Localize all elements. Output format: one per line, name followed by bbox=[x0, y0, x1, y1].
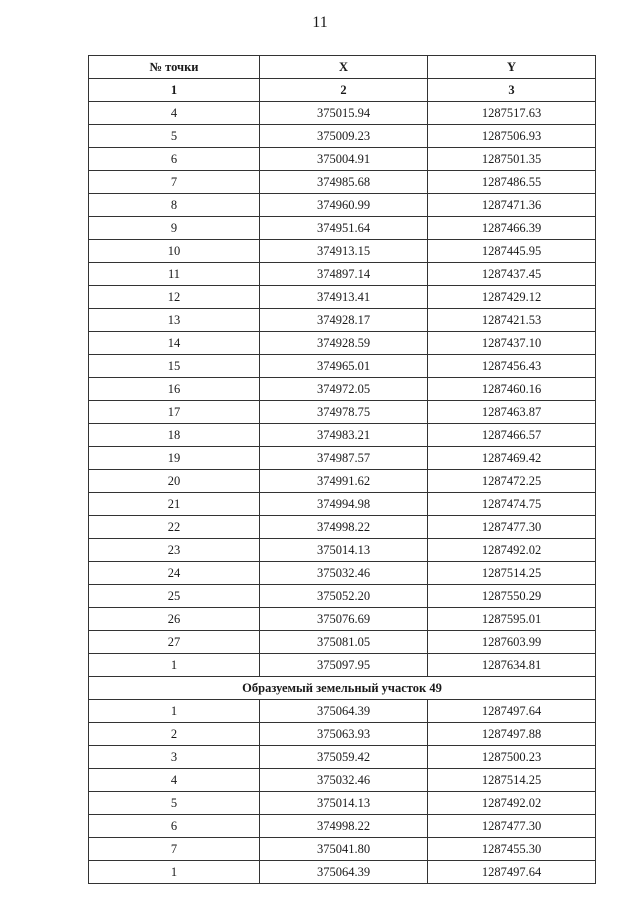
point-number-cell: 15 bbox=[89, 355, 260, 378]
x-cell: 375014.13 bbox=[260, 792, 428, 815]
x-cell: 374928.59 bbox=[260, 332, 428, 355]
y-cell: 1287429.12 bbox=[428, 286, 596, 309]
x-cell: 374994.98 bbox=[260, 493, 428, 516]
table-row bbox=[89, 355, 596, 378]
y-cell: 1287497.64 bbox=[428, 700, 596, 723]
column-index-1: 1 bbox=[89, 79, 260, 102]
x-cell: 375076.69 bbox=[260, 608, 428, 631]
y-cell: 1287501.35 bbox=[428, 148, 596, 171]
x-cell: 375004.91 bbox=[260, 148, 428, 171]
column-index-row bbox=[89, 79, 596, 102]
y-cell: 1287550.29 bbox=[428, 585, 596, 608]
table-row bbox=[89, 815, 596, 838]
point-number-cell: 4 bbox=[89, 769, 260, 792]
point-number-cell: 4 bbox=[89, 102, 260, 125]
y-cell: 1287421.53 bbox=[428, 309, 596, 332]
x-cell: 374972.05 bbox=[260, 378, 428, 401]
y-cell: 1287603.99 bbox=[428, 631, 596, 654]
y-cell: 1287460.16 bbox=[428, 378, 596, 401]
y-cell: 1287466.39 bbox=[428, 217, 596, 240]
table-row bbox=[89, 861, 596, 884]
x-cell: 375014.13 bbox=[260, 539, 428, 562]
point-number-cell: 27 bbox=[89, 631, 260, 654]
table-row bbox=[89, 286, 596, 309]
x-cell: 374998.22 bbox=[260, 516, 428, 539]
point-number-cell: 16 bbox=[89, 378, 260, 401]
point-number-cell: 14 bbox=[89, 332, 260, 355]
column-index-3: 3 bbox=[428, 79, 596, 102]
point-number-cell: 6 bbox=[89, 815, 260, 838]
header-y: Y bbox=[428, 56, 596, 79]
x-cell: 375081.05 bbox=[260, 631, 428, 654]
point-number-cell: 22 bbox=[89, 516, 260, 539]
point-number-cell: 5 bbox=[89, 125, 260, 148]
table-row bbox=[89, 125, 596, 148]
group2-body bbox=[89, 700, 596, 884]
x-cell: 374965.01 bbox=[260, 355, 428, 378]
table-row bbox=[89, 654, 596, 677]
x-cell: 375009.23 bbox=[260, 125, 428, 148]
point-number-cell: 24 bbox=[89, 562, 260, 585]
table-row bbox=[89, 217, 596, 240]
x-cell: 375059.42 bbox=[260, 746, 428, 769]
y-cell: 1287497.64 bbox=[428, 861, 596, 884]
point-number-cell: 25 bbox=[89, 585, 260, 608]
point-number-cell: 9 bbox=[89, 217, 260, 240]
table-row bbox=[89, 263, 596, 286]
point-number-cell: 11 bbox=[89, 263, 260, 286]
table-row bbox=[89, 240, 596, 263]
y-cell: 1287437.10 bbox=[428, 332, 596, 355]
table-row bbox=[89, 700, 596, 723]
y-cell: 1287469.42 bbox=[428, 447, 596, 470]
y-cell: 1287463.87 bbox=[428, 401, 596, 424]
table-row bbox=[89, 769, 596, 792]
x-cell: 374985.68 bbox=[260, 171, 428, 194]
y-cell: 1287472.25 bbox=[428, 470, 596, 493]
x-cell: 374998.22 bbox=[260, 815, 428, 838]
y-cell: 1287506.93 bbox=[428, 125, 596, 148]
x-cell: 374960.99 bbox=[260, 194, 428, 217]
x-cell: 374913.15 bbox=[260, 240, 428, 263]
table-row bbox=[89, 585, 596, 608]
y-cell: 1287477.30 bbox=[428, 516, 596, 539]
x-cell: 374928.17 bbox=[260, 309, 428, 332]
point-number-cell: 6 bbox=[89, 148, 260, 171]
table-row bbox=[89, 493, 596, 516]
y-cell: 1287514.25 bbox=[428, 562, 596, 585]
page-number: 11 bbox=[312, 14, 328, 31]
point-number-cell: 2 bbox=[89, 723, 260, 746]
y-cell: 1287634.81 bbox=[428, 654, 596, 677]
table-row bbox=[89, 631, 596, 654]
x-cell: 374897.14 bbox=[260, 263, 428, 286]
point-number-cell: 21 bbox=[89, 493, 260, 516]
table-row bbox=[89, 424, 596, 447]
table-row bbox=[89, 562, 596, 585]
x-cell: 374991.62 bbox=[260, 470, 428, 493]
header-point-number: № точки bbox=[89, 56, 260, 79]
x-cell: 375052.20 bbox=[260, 585, 428, 608]
x-cell: 375097.95 bbox=[260, 654, 428, 677]
point-number-cell: 3 bbox=[89, 746, 260, 769]
point-number-cell: 10 bbox=[89, 240, 260, 263]
table-header-row bbox=[89, 56, 596, 79]
point-number-cell: 26 bbox=[89, 608, 260, 631]
table-row bbox=[89, 309, 596, 332]
table-row bbox=[89, 332, 596, 355]
table-row bbox=[89, 838, 596, 861]
x-cell: 375063.93 bbox=[260, 723, 428, 746]
table-row bbox=[89, 148, 596, 171]
point-number-cell: 19 bbox=[89, 447, 260, 470]
x-cell: 375032.46 bbox=[260, 562, 428, 585]
y-cell: 1287471.36 bbox=[428, 194, 596, 217]
point-number-cell: 13 bbox=[89, 309, 260, 332]
x-cell: 374913.41 bbox=[260, 286, 428, 309]
table-row bbox=[89, 539, 596, 562]
x-cell: 375064.39 bbox=[260, 861, 428, 884]
header-x: X bbox=[260, 56, 428, 79]
y-cell: 1287477.30 bbox=[428, 815, 596, 838]
point-number-cell: 8 bbox=[89, 194, 260, 217]
table-row bbox=[89, 401, 596, 424]
y-cell: 1287466.57 bbox=[428, 424, 596, 447]
point-number-cell: 1 bbox=[89, 700, 260, 723]
x-cell: 374978.75 bbox=[260, 401, 428, 424]
section-body bbox=[89, 677, 596, 700]
table-row bbox=[89, 447, 596, 470]
y-cell: 1287437.45 bbox=[428, 263, 596, 286]
x-cell: 374987.57 bbox=[260, 447, 428, 470]
x-cell: 374983.21 bbox=[260, 424, 428, 447]
y-cell: 1287517.63 bbox=[428, 102, 596, 125]
x-cell: 375064.39 bbox=[260, 700, 428, 723]
section-title: Образуемый земельный участок 49 bbox=[89, 677, 596, 700]
x-cell: 374951.64 bbox=[260, 217, 428, 240]
point-number-cell: 7 bbox=[89, 838, 260, 861]
y-cell: 1287500.23 bbox=[428, 746, 596, 769]
y-cell: 1287486.55 bbox=[428, 171, 596, 194]
table-row bbox=[89, 516, 596, 539]
point-number-cell: 5 bbox=[89, 792, 260, 815]
y-cell: 1287492.02 bbox=[428, 792, 596, 815]
point-number-cell: 17 bbox=[89, 401, 260, 424]
point-number-cell: 1 bbox=[89, 861, 260, 884]
table-row bbox=[89, 723, 596, 746]
table-row bbox=[89, 378, 596, 401]
column-index-2: 2 bbox=[260, 79, 428, 102]
point-number-cell: 20 bbox=[89, 470, 260, 493]
table-row bbox=[89, 746, 596, 769]
table-row bbox=[89, 608, 596, 631]
table-row bbox=[89, 102, 596, 125]
y-cell: 1287455.30 bbox=[428, 838, 596, 861]
group1-body bbox=[89, 102, 596, 677]
table-row bbox=[89, 792, 596, 815]
table-row bbox=[89, 470, 596, 493]
point-number-cell: 12 bbox=[89, 286, 260, 309]
x-cell: 375015.94 bbox=[260, 102, 428, 125]
point-number-cell: 18 bbox=[89, 424, 260, 447]
y-cell: 1287456.43 bbox=[428, 355, 596, 378]
table-row bbox=[89, 194, 596, 217]
y-cell: 1287474.75 bbox=[428, 493, 596, 516]
point-number-cell: 1 bbox=[89, 654, 260, 677]
point-number-cell: 7 bbox=[89, 171, 260, 194]
y-cell: 1287497.88 bbox=[428, 723, 596, 746]
coordinates-table bbox=[88, 55, 596, 884]
section-title-row bbox=[89, 677, 596, 700]
y-cell: 1287514.25 bbox=[428, 769, 596, 792]
y-cell: 1287595.01 bbox=[428, 608, 596, 631]
x-cell: 375032.46 bbox=[260, 769, 428, 792]
point-number-cell: 23 bbox=[89, 539, 260, 562]
x-cell: 375041.80 bbox=[260, 838, 428, 861]
y-cell: 1287445.95 bbox=[428, 240, 596, 263]
table-row bbox=[89, 171, 596, 194]
y-cell: 1287492.02 bbox=[428, 539, 596, 562]
